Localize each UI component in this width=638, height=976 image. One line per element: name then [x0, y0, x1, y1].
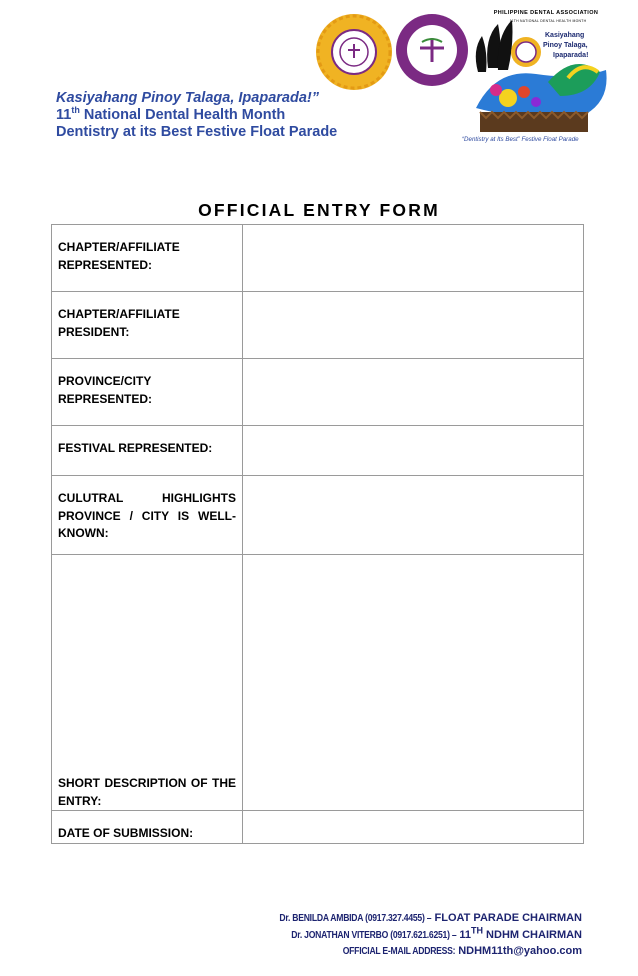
- float-parade-slogan: “Dentistry at Its Best” Festive Float Parade: [462, 136, 579, 143]
- footer-chair-name: Dr. BENILDA AMBIDA (0917.327.4455) –: [279, 912, 432, 924]
- pda-subtitle: 11TH NATIONAL DENTAL HEALTH MONTH: [509, 19, 587, 23]
- form-row-festival: [52, 426, 584, 476]
- footer-ndhm-role: NDHM CHAIRMAN: [483, 928, 582, 941]
- form-row-short-description: [52, 555, 584, 811]
- kasiyahang-logo-text: [541, 31, 609, 61]
- form-row-chapter-president: [52, 292, 584, 359]
- form-label-text: SHORT DESCRIPTION OF THE ENTRY:: [58, 776, 236, 808]
- form-row-province-city: [52, 359, 584, 426]
- form-label-text: DATE OF SUBMISSION:: [58, 826, 194, 840]
- form-label: [52, 555, 243, 811]
- form-label-text: CHAPTER/AFFILIATE REPRESENTED:: [58, 240, 180, 272]
- pda-association-name: PHILIPPINE DENTAL ASSOCIATION: [493, 10, 599, 16]
- date-submission-field[interactable]: [243, 811, 584, 844]
- province-city-field[interactable]: [243, 359, 584, 426]
- entry-form-table: [51, 224, 584, 844]
- chapter-represented-field[interactable]: [243, 225, 584, 292]
- footer-ndhm-sup: TH: [471, 924, 483, 935]
- form-label: [52, 292, 243, 359]
- form-label: [52, 476, 243, 555]
- kas-line-1: Kasiyahang: [545, 32, 585, 39]
- form-label: [52, 811, 243, 844]
- form-row-chapter-represented: [52, 225, 584, 292]
- pda-seal-logo: [316, 14, 392, 90]
- kas-line-3: Ipaparada!: [553, 52, 589, 59]
- header-line-1: Kasiyahang Pinoy Talaga, Ipaparada!”: [56, 90, 319, 106]
- form-row-cultural-highlights: [52, 476, 584, 555]
- form-label-text: FESTIVAL REPRESENTED:: [58, 441, 213, 455]
- form-title: OFFICIAL ENTRY FORM: [198, 200, 440, 220]
- footer-email-label: OFFICIAL E-MAIL ADDRESS:: [342, 945, 456, 957]
- form-label: [52, 359, 243, 426]
- form-row-date-submission: [52, 811, 584, 844]
- festival-field[interactable]: [243, 426, 584, 476]
- header-line-2: [56, 107, 436, 124]
- footer-contacts: [246, 910, 582, 960]
- form-label-text: PROVINCE/CITY REPRESENTED:: [58, 374, 153, 406]
- footer-line-2: [246, 924, 582, 944]
- footer-line-1: [246, 910, 582, 927]
- form-label-text: CHAPTER/AFFILIATE PRESIDENT:: [58, 307, 180, 339]
- footer-email-address[interactable]: NDHM11th@yahoo.com: [455, 945, 582, 957]
- chapter-president-field[interactable]: [243, 292, 584, 359]
- header-line-2-number: 11: [56, 107, 72, 123]
- footer-line-3: [246, 943, 582, 960]
- footer-chair-role: FLOAT PARADE CHAIRMAN: [431, 912, 582, 924]
- form-label-text: CULUTRAL HIGHLIGHTS PROVINCE / CITY IS WELL-KNOWN:: [58, 491, 236, 540]
- form-label: [52, 426, 243, 476]
- header-line-3: Dentistry at its Best Festive Float Parade: [56, 124, 338, 140]
- header-title-block: [56, 90, 436, 141]
- footer-ndhm-number: 11: [456, 928, 471, 941]
- footer-ndhm-chair-name: Dr. JONATHAN VITERBO (0917.621.6251) –: [291, 928, 457, 941]
- header-line-2-text: National Dental Health Month: [79, 107, 286, 123]
- header-line-2-sup: th: [71, 105, 80, 116]
- ndhm-seal-logo: [396, 14, 468, 86]
- form-label: [52, 225, 243, 292]
- kas-line-2: Pinoy Talaga,: [543, 42, 588, 49]
- short-description-field[interactable]: [243, 555, 584, 811]
- cultural-highlights-field[interactable]: [243, 476, 584, 555]
